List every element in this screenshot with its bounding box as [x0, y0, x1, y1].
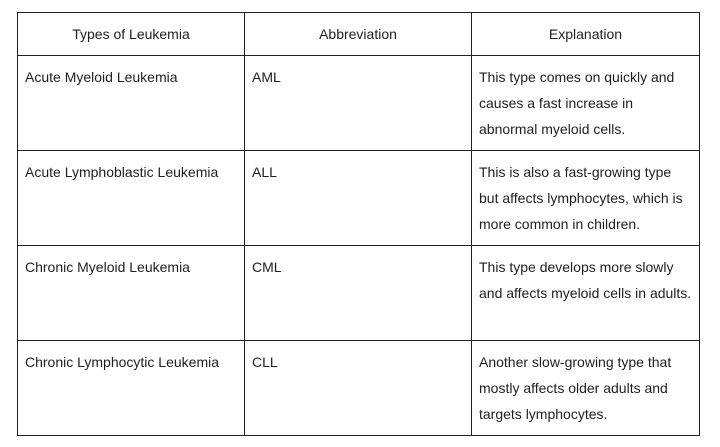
cell-type: Chronic Myeloid Leukemia [18, 246, 245, 341]
cell-explanation: This type develops more slowly and affects myeloid cells in adults. [472, 246, 700, 341]
table-header-row [18, 13, 700, 56]
leukemia-types-table [17, 12, 700, 436]
table-row [18, 246, 700, 341]
cell-type: Acute Myeloid Leukemia [18, 56, 245, 151]
column-header-type: Types of Leukemia [18, 13, 245, 56]
cell-explanation: This is also a fast-growing type but affects lymphocytes, which is more common in children. [472, 151, 700, 246]
cell-abbreviation: AML [245, 56, 472, 151]
cell-type: Acute Lymphoblastic Leukemia [18, 151, 245, 246]
column-header-abbreviation: Abbreviation [245, 13, 472, 56]
table-row [18, 56, 700, 151]
cell-abbreviation: CLL [245, 341, 472, 436]
column-header-explanation: Explanation [472, 13, 700, 56]
cell-abbreviation: CML [245, 246, 472, 341]
table-row [18, 341, 700, 436]
cell-explanation: Another slow-growing type that mostly affects older adults and targets lymphocytes. [472, 341, 700, 436]
cell-abbreviation: ALL [245, 151, 472, 246]
table-row [18, 151, 700, 246]
cell-type: Chronic Lymphocytic Leukemia [18, 341, 245, 436]
cell-explanation: This type comes on quickly and causes a fast increase in abnormal myeloid cells. [472, 56, 700, 151]
